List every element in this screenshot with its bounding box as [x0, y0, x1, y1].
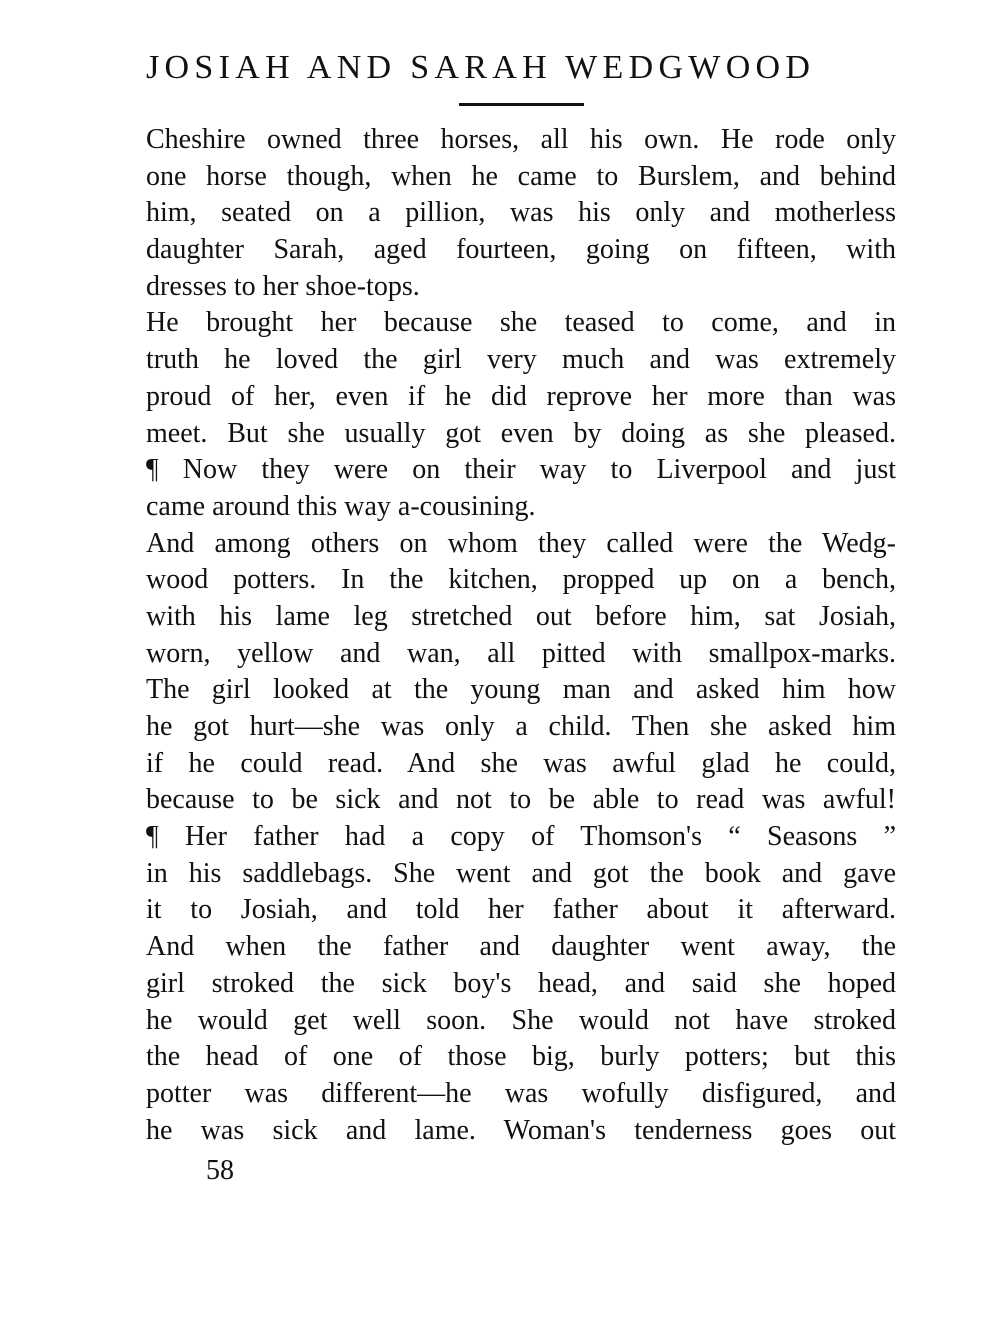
text-line: girl stroked the sick boy's head, and said she hoped: [146, 967, 896, 999]
body-text: [146, 122, 896, 1149]
text-line: he was sick and lame. Woman's tenderness goes out: [146, 1114, 896, 1146]
text-line: one horse though, when he came to Burslem, and behind: [146, 160, 896, 192]
text-line: And when the father and daughter went away, the: [146, 931, 896, 963]
text-line: The girl looked at the young man and asked him how: [146, 674, 896, 706]
text-line: proud of her, even if he did reprove her more than was: [146, 380, 896, 412]
text-line: dresses to her shoe-tops.: [146, 270, 420, 302]
text-line: with his lame leg stretched out before him, sat Josiah,: [146, 600, 896, 632]
text-line: worn, yellow and wan, all pitted with smallpox-marks.: [146, 637, 896, 669]
text-line: potter was different—he was wofully disfigured, and: [146, 1077, 896, 1109]
header-rule: [459, 103, 584, 106]
text-line: the head of one of those big, burly potters; but this: [146, 1041, 896, 1073]
text-line: daughter Sarah, aged fourteen, going on fifteen, with: [146, 234, 896, 266]
page-number: 58: [206, 1155, 234, 1186]
text-line: Cheshire owned three horses, all his own. He rode only: [146, 124, 896, 155]
text-line: He brought her because she teased to come, and in: [146, 307, 896, 339]
text-line: he got hurt—she was only a child. Then she asked him: [146, 711, 896, 742]
text-line: ¶ Her father had a copy of Thomson's “ Seasons ”: [146, 821, 896, 853]
text-line: him, seated on a pillion, was his only and motherless: [146, 197, 896, 229]
text-line: in his saddlebags. She went and got the book and gave: [146, 857, 896, 889]
text-line: And among others on whom they called were the Wedg-: [146, 527, 896, 559]
text-line: wood potters. In the kitchen, propped up on a bench,: [146, 564, 896, 596]
text-line: it to Josiah, and told her father about it afterward.: [146, 894, 896, 926]
text-line: ¶ Now they were on their way to Liverpool and just: [146, 454, 896, 486]
text-line: truth he loved the girl very much and was extremely: [146, 344, 896, 376]
text-line: came around this way a-cousining.: [146, 490, 536, 522]
text-line: if he could read. And she was awful glad he could,: [146, 747, 896, 779]
text-line: he would get well soon. She would not have stroked: [146, 1004, 896, 1036]
text-line: because to be sick and not to be able to read was awful!: [146, 784, 896, 816]
text-line: meet. But she usually got even by doing as she pleased.: [146, 417, 896, 449]
running-header: JOSIAH AND SARAH WEDGWOOD: [146, 49, 816, 86]
